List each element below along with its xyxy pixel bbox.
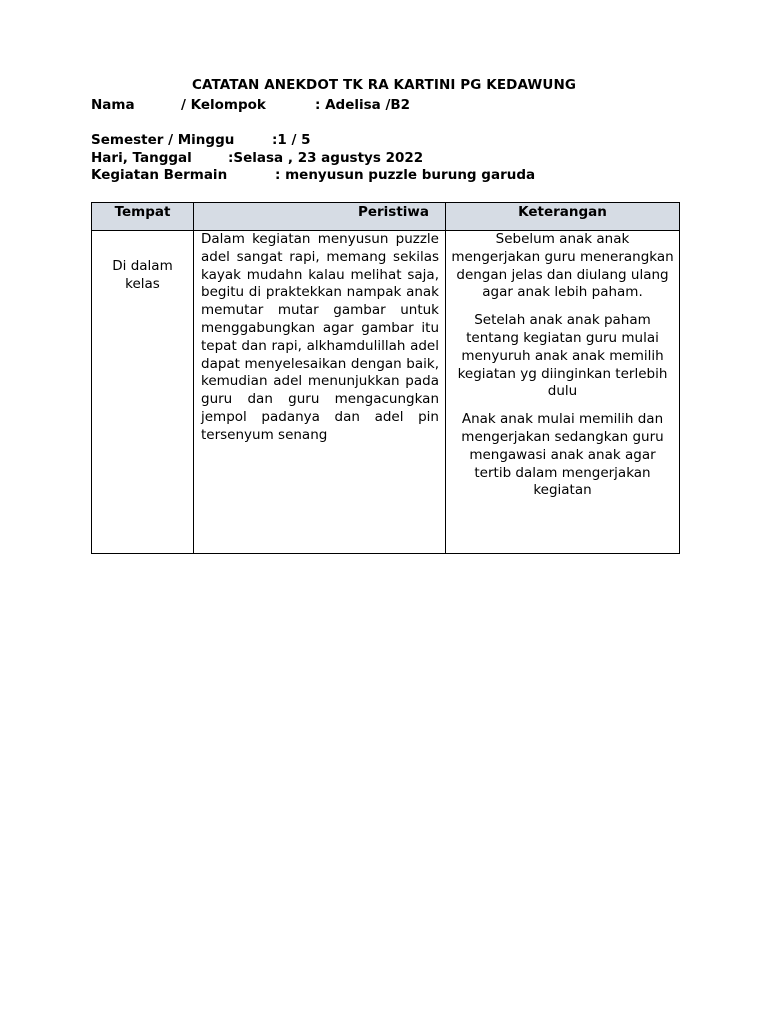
hari-value: :Selasa , 23 agustys 2022: [228, 150, 424, 166]
info-line-kegiatan: [91, 166, 535, 184]
table-row: [92, 231, 680, 554]
keterangan-paragraph-2: Setelah anak anak paham tentang kegiatan guru mulai menyuruh anak anak memilih kegiatan yg diinginkan terlebih dulu: [457, 312, 668, 400]
info-line-nama: [91, 96, 410, 114]
cell-tempat: Di dalam kelas: [92, 231, 194, 554]
kelompok-label: / Kelompok: [181, 97, 266, 113]
header-tempat: Tempat: [92, 203, 194, 231]
keterangan-paragraph-1: Sebelum anak anak mengerjakan guru menerangkan dengan jelas dan diulang ulang agar anak lebih paham.: [451, 231, 674, 301]
cell-peristiwa: Dalam kegiatan menyusun puzzle adel sangat rapi, memang sekilas kayak mudahn kalau melihat saja, begitu di praktekkan nampak anak memutar mutar gambar untuk menggabungkan agar gambar itu tepat dan rapi, alkhamdulillah adel dapat menyelesaikan dengan baik, kemudian adel menunjukkan pada guru dan guru mengacungkan jempol padanya dan adel pin tersenyum senang: [194, 231, 446, 554]
nama-value: : Adelisa /B2: [315, 97, 411, 113]
table-header-row: [92, 203, 680, 231]
semester-label: Semester / Minggu: [91, 132, 235, 148]
kegiatan-label: Kegiatan Bermain: [91, 167, 228, 183]
header-keterangan: Keterangan: [446, 203, 680, 231]
nama-label: Nama: [91, 97, 135, 113]
hari-label: Hari, Tanggal: [91, 150, 192, 166]
info-line-semester: [91, 131, 311, 149]
kegiatan-value: : menyusun puzzle burung garuda: [275, 167, 536, 183]
document-title: CATATAN ANEKDOT TK RA KARTINI PG KEDAWUNG: [191, 77, 577, 93]
cell-keterangan: [446, 231, 680, 554]
header-peristiwa: Peristiwa: [194, 203, 446, 231]
keterangan-paragraph-3: Anak anak mulai memilih dan mengerjakan sedangkan guru mengawasi anak anak agar tertib dalam mengerjakan kegiatan: [461, 411, 664, 499]
semester-value: :1 / 5: [272, 132, 311, 148]
info-line-hari: [91, 149, 423, 167]
anecdote-table: [91, 202, 680, 554]
